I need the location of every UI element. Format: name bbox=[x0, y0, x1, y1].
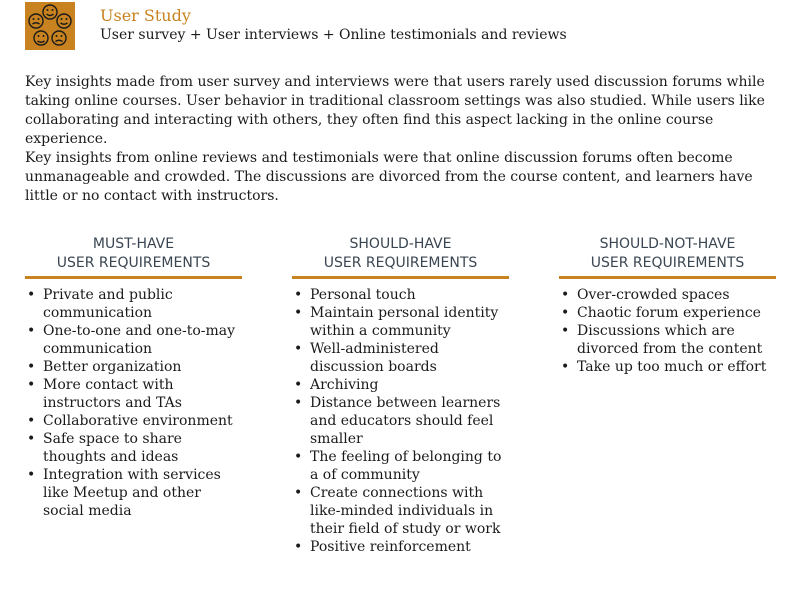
column-heading-line: USER REQUIREMENTS bbox=[590, 255, 745, 271]
should-have-column bbox=[292, 235, 509, 556]
list-item: • One-to-one and one-to-may communication bbox=[25, 322, 242, 358]
column-heading-line: SHOULD-HAVE bbox=[349, 236, 452, 252]
list-item: • Discussions which are divorced from the content bbox=[559, 322, 776, 358]
column-heading bbox=[559, 235, 776, 279]
requirements-list bbox=[25, 286, 242, 520]
list-item: • Take up too much or effort bbox=[559, 358, 776, 376]
list-item: • Private and public communication bbox=[25, 286, 242, 322]
column-heading-line: SHOULD-NOT-HAVE bbox=[599, 236, 736, 252]
list-item: • Archiving bbox=[292, 376, 509, 394]
list-item: • Integration with services like Meetup and other social media bbox=[25, 466, 242, 520]
column-heading-line: USER REQUIREMENTS bbox=[56, 255, 211, 271]
list-item: • More contact with instructors and TAs bbox=[25, 376, 242, 412]
intro-paragraph: Key insights from online reviews and testimonials were that online discussion forums often become unmanageable and crowded. The discussions are divorced from the course content, and learners have little or no contact with instructors. bbox=[25, 150, 753, 204]
list-item: • Over-crowded spaces bbox=[559, 286, 776, 304]
list-item: • Positive reinforcement bbox=[292, 538, 509, 556]
list-item: • Maintain personal identity within a community bbox=[292, 304, 509, 340]
requirements-list bbox=[559, 286, 776, 376]
list-item: • Chaotic forum experience bbox=[559, 304, 776, 322]
intro-text bbox=[25, 73, 770, 206]
column-heading-line: USER REQUIREMENTS bbox=[323, 255, 478, 271]
list-item: • Distance between learners and educators should feel smaller bbox=[292, 394, 509, 448]
user-group-faces-icon bbox=[25, 2, 75, 50]
list-item: • Safe space to share thoughts and ideas bbox=[25, 430, 242, 466]
column-heading bbox=[292, 235, 509, 279]
intro-paragraph: Key insights made from user survey and interviews were that users rarely used discussion forums while taking online courses. User behavior in traditional classroom settings was also studied. While users like collaborating and interacting with others, they often find this aspect lacking in the online course experience. bbox=[25, 74, 765, 147]
column-heading bbox=[25, 235, 242, 279]
column-heading-line: MUST-HAVE bbox=[92, 236, 175, 252]
requirements-list bbox=[292, 286, 509, 556]
list-item: • Better organization bbox=[25, 358, 242, 376]
must-have-column bbox=[25, 235, 242, 520]
list-item: • Well-administered discussion boards bbox=[292, 340, 509, 376]
list-item: • Personal touch bbox=[292, 286, 509, 304]
list-item: • Create connections with like-minded individuals in their field of study or work bbox=[292, 484, 509, 538]
section-subtitle: User survey + User interviews + Online testimonials and reviews bbox=[100, 27, 567, 43]
list-item: • The feeling of belonging to a of community bbox=[292, 448, 509, 484]
list-item: • Collaborative environment bbox=[25, 412, 242, 430]
section-title: User Study bbox=[100, 6, 191, 25]
should-not-have-column bbox=[559, 235, 776, 376]
